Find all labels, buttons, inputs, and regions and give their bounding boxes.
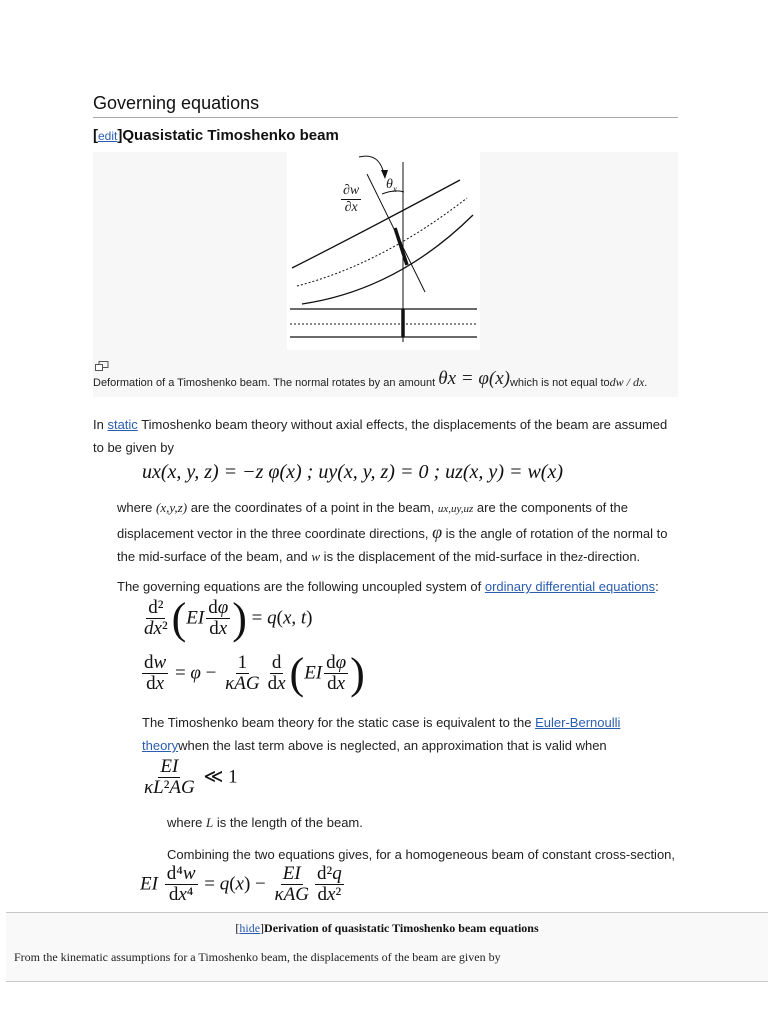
derivation-body: From the kinematic assumptions for a Timoshenko beam, the displacements of the beam are given by — [14, 950, 501, 964]
edit-link[interactable]: edit — [98, 129, 118, 143]
displacement-equation: ux(x, y, z) = −z φ(x) ; uy(x, y, z) = 0 ; uz(x, y) = w(x) — [142, 461, 564, 483]
derivation-header: [hide]Derivation of quasistatic Timoshenko beam equations — [235, 921, 539, 935]
derivation-box — [6, 912, 768, 982]
theta-label: $\theta_x$ — [386, 177, 397, 194]
euler-bernoulli-link[interactable]: Euler-Bernoulli theory — [142, 715, 621, 753]
paragraph-coordinates: where (x,y,z) are the coordinates of a point in the beam, ux,uy,uz are the components of the displacement vector in the three coordinate directions, φ is the angle of rotation of the normal to the mid-surface of the beam, and w is the displacement of the mid-surface in thez-direction. — [117, 500, 668, 564]
paragraph-euler-bernoulli: The Timoshenko beam theory for the static case is equivalent to the Euler-Bernoulli theorywhen the last term above is neglected, an approximation that is valid when — [142, 715, 621, 753]
beam-diagram-svg — [287, 152, 480, 350]
paragraph-length: where L is the length of the beam. — [167, 815, 363, 830]
governing-equation-1: $\frac{\text{d²}}{\text{dx²}}$ (EI $\frac{d\varphi}{dx}$ ) = q(x, t) — [144, 594, 313, 643]
heading-divider — [93, 117, 678, 118]
derivation-title: Derivation of quasistatic Timoshenko beam equations — [264, 921, 539, 935]
paragraph-combining: Combining the two equations gives, for a homogeneous beam of constant cross-section, — [167, 847, 676, 862]
static-link[interactable]: static — [107, 417, 138, 432]
dwdx-label: $\frac{\partial w}{\partial x}$ — [343, 183, 360, 215]
combined-equation: EI $\frac{\text{d⁴w}}{\text{dx⁴}}$ = q(x) − $\frac{EI}{\text{κAG}}$ $\frac{\text{d²q}}{\text{dx²}}$ — [140, 864, 342, 905]
validity-condition: $\frac{EI}{\text{κL²AG}}$ ≪ 1 — [144, 756, 238, 798]
ode-link[interactable]: ordinary differential equations — [484, 579, 656, 594]
governing-equation-2: $\frac{dw}{dx}$ = φ − $\frac{1}{\text{κAG}}$ $\frac{d}{dx}$ (EI $\frac{d\varphi}{dx}$ ) — [144, 649, 365, 698]
section-title: Governing equations — [93, 93, 260, 113]
subsection-heading: [edit]Quasistatic Timoshenko beam — [93, 127, 339, 144]
figure-caption: Deformation of a Timoshenko beam. The normal rotates by an amount θx = φ(x)which is not equal todw / dx. — [93, 368, 648, 389]
subsection-title: Quasistatic Timoshenko beam — [122, 127, 339, 144]
paragraph-static: In static Timoshenko beam theory without axial effects, the displacements of the beam are assumed to be given by — [93, 417, 668, 455]
beam-deformation-figure[interactable] — [287, 152, 480, 350]
hide-link[interactable]: hide — [239, 921, 261, 935]
caption-math: θx = φ(x) — [438, 368, 510, 389]
paragraph-governing: The governing equations are the following uncoupled system of ordinary differential equations: — [117, 579, 659, 594]
